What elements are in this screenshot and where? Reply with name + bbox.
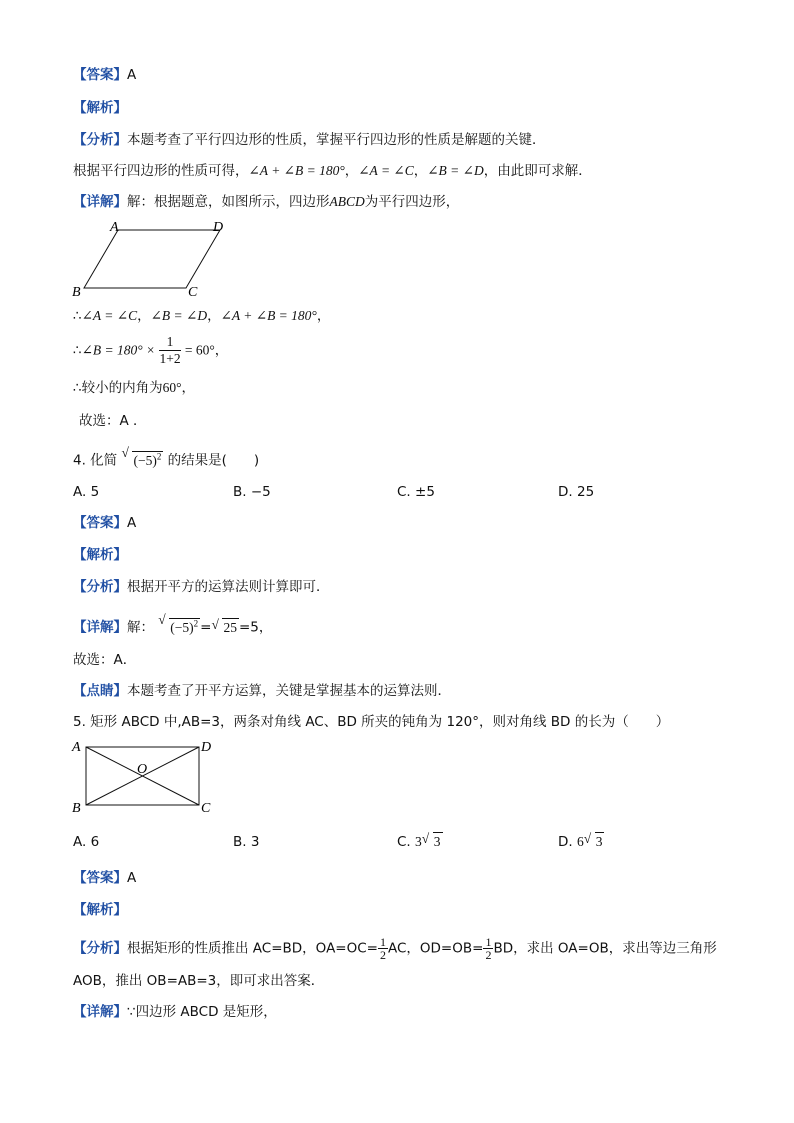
fraction-denominator: 1+2 xyxy=(159,351,181,366)
fraction-denominator: 2 xyxy=(379,948,386,962)
coefficient: 6 xyxy=(576,834,584,849)
parallelogram-figure xyxy=(70,218,240,300)
math-expression: 60° xyxy=(162,380,182,395)
fenxi-text: BD，求出 OA=OB，求出等边三角形 xyxy=(493,940,717,957)
q4-fenxi-line xyxy=(73,578,330,596)
detail-text: 为平行四边形， xyxy=(364,194,460,210)
q3-analysis-line xyxy=(73,99,127,117)
math-expression: ∠A + ∠B = 180° xyxy=(248,163,345,178)
analysis-tag: 【解析】 xyxy=(73,902,127,918)
step-text: ∴较小的内角为 xyxy=(73,380,163,396)
q3-step3-line xyxy=(73,379,195,397)
q4-dianjing-line xyxy=(73,682,451,700)
question-suffix: 的结果是( ) xyxy=(167,452,260,469)
property-prefix: 根据平行四边形的性质可得， xyxy=(73,163,249,179)
q5-option-b: B. 3 xyxy=(233,834,260,850)
fraction-numerator: 1 xyxy=(379,935,386,949)
q4-option-b: B. −5 xyxy=(233,484,271,500)
radicand: (−5) xyxy=(133,452,157,468)
fraction xyxy=(483,936,493,961)
detail-tag: 【详解】 xyxy=(73,619,127,636)
radicand: 3 xyxy=(433,834,441,849)
math-expression: ∠B = 180° × xyxy=(81,342,156,358)
center-label-o: O xyxy=(137,762,148,777)
answer-tag: 【答案】 xyxy=(73,515,127,531)
separator: ， xyxy=(316,308,331,324)
q5-option-c xyxy=(397,833,443,851)
dianjing-text: 本题考查了开平方运算，关键是掌握基本的运算法则． xyxy=(127,683,451,699)
radicand: (−5) xyxy=(170,619,194,635)
answer-tag: 【答案】 xyxy=(73,67,127,83)
q4-conclusion: 故选：A． xyxy=(73,652,137,668)
math-expression: ∠A = ∠C xyxy=(81,308,138,323)
analysis-tag: 【解析】 xyxy=(73,547,127,563)
radicand: 25 xyxy=(223,619,237,635)
fraction xyxy=(159,334,180,367)
q4-analysis-line xyxy=(73,546,127,564)
equals-sign: = xyxy=(200,619,212,636)
radical-sign: √ xyxy=(583,831,592,846)
fraction-denominator: 2 xyxy=(485,948,492,962)
q3-fenxi-line xyxy=(73,131,546,149)
fenxi-text: AC，OD=OB= xyxy=(387,940,484,957)
answer-tag: 【答案】 xyxy=(73,870,127,886)
radical-sign: √ xyxy=(121,445,129,460)
radical-sign: √ xyxy=(211,616,219,632)
separator: ， xyxy=(344,163,359,179)
square-root xyxy=(211,616,239,637)
q4-option-a: A. 5 xyxy=(73,484,100,500)
option-prefix: D. xyxy=(558,834,573,850)
answer-value: A xyxy=(127,515,137,531)
q5-fenxi-line2: AOB，推出 OB=AB=3，即可求出答案． xyxy=(73,973,325,989)
fenxi-text: 本题考查了平行四边形的性质，掌握平行四边形的性质是解题的关键． xyxy=(127,132,546,148)
vertex-label-b: B xyxy=(72,285,81,300)
vertex-label-d: D xyxy=(213,220,224,235)
fenxi-tag: 【分析】 xyxy=(73,132,127,148)
square-root xyxy=(158,614,200,637)
q4-detail-line xyxy=(73,614,272,637)
fraction xyxy=(378,936,388,961)
dianjing-tag: 【点睛】 xyxy=(73,683,127,699)
math-expression: ∠B = ∠D xyxy=(150,308,208,323)
separator: ， xyxy=(207,308,221,324)
vertex-label-a: A xyxy=(110,220,119,235)
q5-stem: 5. 矩形 ABCD 中,AB=3，两条对角线 AC、BD 所夹的钝角为 120°，则对角线 BD 的长为（ ） xyxy=(73,714,670,730)
exponent: 2 xyxy=(156,451,162,461)
detail-text: 解：根据题意，如图所示，四边形 xyxy=(127,194,330,210)
fraction-numerator: 1 xyxy=(485,935,492,949)
q5-answer-line xyxy=(73,869,136,887)
q5-fenxi-line xyxy=(73,936,717,961)
q5-detail-line xyxy=(73,1003,277,1021)
radical-sign: √ xyxy=(158,612,166,627)
option-prefix: C. xyxy=(397,834,411,850)
math-expression: ∠B = ∠D xyxy=(427,163,484,178)
therefore-symbol: ∴ xyxy=(73,342,82,359)
math-expression: = 60° xyxy=(184,342,215,358)
separator: ， xyxy=(181,380,195,396)
separator: ， xyxy=(214,342,229,359)
detail-tag: 【详解】 xyxy=(73,194,127,210)
vertex-label-c: C xyxy=(188,285,198,300)
q5-option-d xyxy=(558,833,604,851)
radicand: 3 xyxy=(595,834,603,849)
q4-option-d: D. 25 xyxy=(558,484,595,500)
separator: ， xyxy=(137,308,151,324)
math-expression: ∠A + ∠B = 180° xyxy=(220,308,317,323)
rectangle-figure xyxy=(70,738,230,818)
q5-option-a: A. 6 xyxy=(73,834,100,850)
q4-option-c: C. ±5 xyxy=(397,484,435,500)
q3-step1-line xyxy=(73,307,330,325)
square-root xyxy=(422,833,443,851)
fenxi-text: 根据矩形的性质推出 AC=BD，OA=OC= xyxy=(127,940,378,957)
radical-sign: √ xyxy=(421,831,430,846)
answer-value: A xyxy=(127,870,137,886)
vertex-label-a: A xyxy=(72,740,81,755)
property-suffix: ，由此即可求解． xyxy=(483,163,592,179)
q3-detail-line xyxy=(73,193,459,211)
detail-text: 解： xyxy=(127,619,154,636)
fenxi-tag: 【分析】 xyxy=(73,579,127,595)
coefficient: 3 xyxy=(415,834,422,849)
q5-analysis-line xyxy=(73,901,127,919)
question-number-text: 4. 化简 xyxy=(73,452,118,469)
detail-text: ∵四边形 ABCD 是矩形， xyxy=(127,1004,277,1020)
q4-stem xyxy=(73,447,259,470)
fenxi-tag: 【分析】 xyxy=(73,940,127,957)
fraction-numerator: 1 xyxy=(159,334,180,351)
vertex-label-b: B xyxy=(72,801,81,816)
therefore-symbol: ∴ xyxy=(73,308,82,324)
exponent: 2 xyxy=(193,618,199,628)
math-expression: ABCD xyxy=(329,194,365,209)
q3-conclusion: 故选：A ． xyxy=(79,413,147,429)
q3-step2-line xyxy=(73,334,228,367)
q3-property-line xyxy=(73,162,592,180)
square-root xyxy=(584,833,605,851)
detail-tag: 【详解】 xyxy=(73,1004,127,1020)
separator: ， xyxy=(413,163,428,179)
square-root xyxy=(121,447,163,470)
analysis-tag: 【解析】 xyxy=(73,100,127,116)
math-expression: ∠A = ∠C xyxy=(358,163,414,178)
fenxi-text: 根据开平方的运算法则计算即可． xyxy=(127,579,330,595)
answer-value: A xyxy=(127,67,137,83)
q4-answer-line xyxy=(73,514,136,532)
result-text: =5， xyxy=(238,619,273,636)
q3-answer-line xyxy=(73,66,136,84)
vertex-label-d: D xyxy=(201,740,212,755)
vertex-label-c: C xyxy=(201,801,211,816)
